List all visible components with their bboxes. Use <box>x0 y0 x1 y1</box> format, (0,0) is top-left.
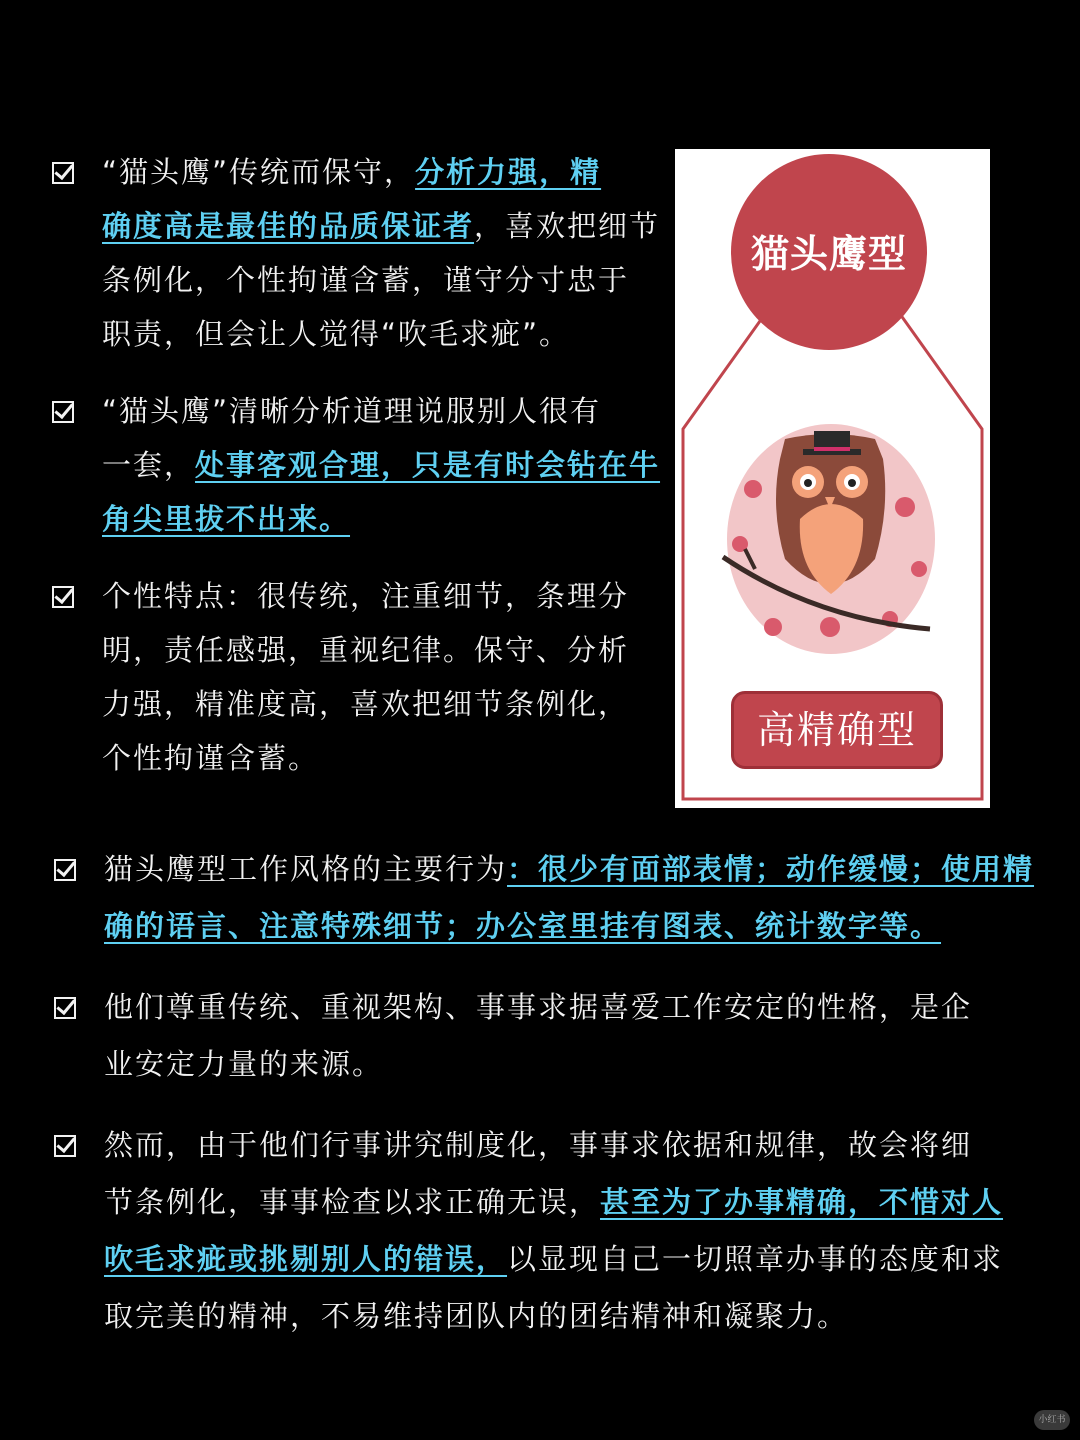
text-segment: 条例化，个性拘谨含蓄，谨守分寸忠于 <box>102 263 630 297</box>
owl-type-card <box>675 149 990 808</box>
checkbox-icon <box>52 586 74 608</box>
text-line <box>104 1237 1003 1278</box>
highlighted-text: 处事客观合理，只是有时会钻在牛 <box>195 448 661 482</box>
text-line <box>104 847 1034 888</box>
highlighted-text: 甚至为了办事精确，不惜对人 <box>600 1185 1004 1219</box>
text-line <box>102 204 660 245</box>
text-segment: 节条例化，事事检查以求正确无误， <box>104 1185 601 1219</box>
text-segment: 业安定力量的来源。 <box>104 1047 384 1081</box>
text-segment: “猫头鹰”传统而保守， <box>102 155 416 189</box>
checkbox-icon <box>54 859 76 881</box>
text-line <box>104 1123 972 1164</box>
highlighted-text: 分析力强，精 <box>415 155 602 189</box>
text-segment: “猫头鹰”清晰分析道理说服别人很有 <box>102 394 602 428</box>
bullet-block-3 <box>52 574 652 794</box>
text-line <box>104 904 941 945</box>
text-line <box>104 1180 1003 1221</box>
bullet-block-4 <box>54 847 1034 967</box>
bullet-block-1 <box>52 150 661 370</box>
text-line <box>102 312 570 353</box>
bullet-block-6 <box>54 1123 1034 1363</box>
text-line <box>102 258 629 299</box>
text-segment: 以显现自己一切照章办事的态度和求 <box>507 1242 1004 1276</box>
text-segment: 他们尊重传统、重视架构、事事求据喜爱工作安定的性格，是企 <box>104 990 973 1024</box>
text-segment: 然而，由于他们行事讲究制度化，事事求依据和规律，故会将细 <box>104 1128 973 1162</box>
text-line <box>104 985 972 1026</box>
checkbox-icon <box>52 162 74 184</box>
bullet-block-2 <box>52 389 661 559</box>
text-line <box>102 574 629 615</box>
checkbox-icon <box>54 997 76 1019</box>
highlighted-text: 确的语言、注意特殊细节；办公室里挂有图表、统计数字等。 <box>104 909 942 943</box>
text-line <box>102 682 629 723</box>
text-segment: 职责，但会让人觉得“吹毛求疵”。 <box>102 317 571 351</box>
text-segment: 一套， <box>102 448 196 482</box>
text-segment: 个性特点：很传统，注重细节，条理分 <box>102 579 630 613</box>
text-segment: 力强，精准度高，喜欢把细节条例化， <box>102 687 630 721</box>
watermark-logo: 小红书 <box>1034 1410 1070 1430</box>
text-line <box>102 389 601 430</box>
text-line <box>102 628 629 669</box>
highlighted-text: ：很少有面部表情；动作缓慢；使用精 <box>507 852 1035 886</box>
text-line <box>102 736 319 777</box>
text-segment: ，喜欢把细节 <box>474 209 661 243</box>
highlighted-text: 吹毛求疵或挑剔别人的错误， <box>104 1242 508 1276</box>
text-segment: 取完美的精神，不易维持团队内的团结精神和凝聚力。 <box>104 1299 849 1333</box>
text-line <box>102 497 350 538</box>
card-title: 猫头鹰型 <box>750 232 907 276</box>
text-line <box>102 150 601 191</box>
text-line <box>104 1294 848 1335</box>
checkbox-icon <box>54 1135 76 1157</box>
text-segment: 个性拘谨含蓄。 <box>102 741 320 775</box>
highlighted-text: 角尖里拔不出来。 <box>102 502 351 536</box>
highlighted-text: 确度高是最佳的品质保证者 <box>102 209 475 243</box>
bullet-block-5 <box>54 985 1034 1105</box>
text-line <box>102 443 660 484</box>
text-segment: 猫头鹰型工作风格的主要行为 <box>104 852 508 886</box>
text-segment: 明，责任感强，重视纪律。保守、分析 <box>102 633 630 667</box>
text-line <box>104 1042 383 1083</box>
checkbox-icon <box>52 401 74 423</box>
precision-type-badge: 高精确型 <box>731 691 943 769</box>
